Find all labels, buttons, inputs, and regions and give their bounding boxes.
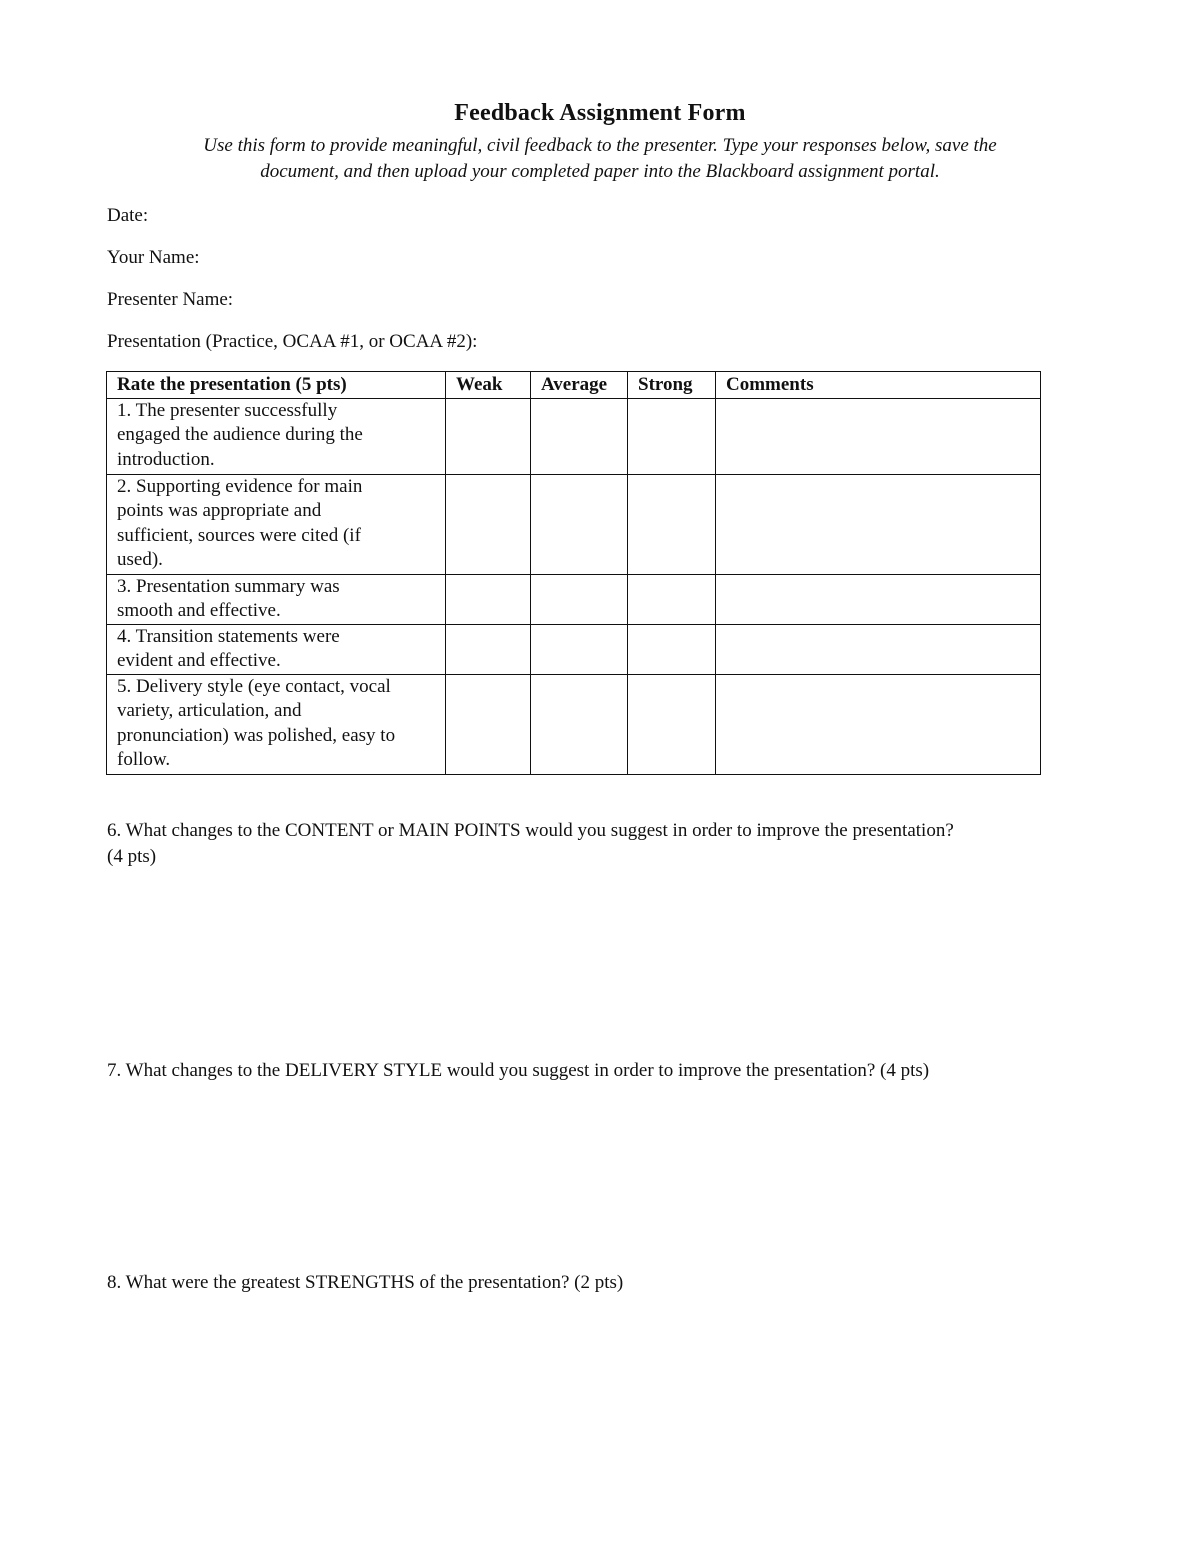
form-title: Feedback Assignment Form xyxy=(454,100,746,126)
comments-cell[interactable] xyxy=(716,398,1041,474)
rating-table-header-row xyxy=(107,372,1041,399)
presenter-name-field-label: Presenter Name: xyxy=(107,289,234,310)
table-row xyxy=(107,574,1041,624)
average-rating-cell[interactable] xyxy=(531,674,628,774)
average-rating-cell[interactable] xyxy=(531,398,628,474)
question-6-line-1: 6. What changes to the CONTENT or MAIN POINTS would you suggest in order to improve the presentation? xyxy=(107,820,954,841)
strong-rating-cell[interactable] xyxy=(628,624,716,674)
question-6 xyxy=(107,818,1087,870)
criterion-line: follow. xyxy=(117,749,171,770)
your-name-field-label: Your Name: xyxy=(107,247,200,268)
form-instructions xyxy=(130,133,1070,185)
question-8: 8. What were the greatest STRENGTHS of the presentation? (2 pts) xyxy=(107,1272,624,1293)
criterion-cell xyxy=(107,624,446,674)
criterion-line: points was appropriate and xyxy=(117,500,322,521)
rating-table xyxy=(106,371,1041,775)
weak-rating-cell[interactable] xyxy=(446,674,531,774)
instructions-line-1: Use this form to provide meaningful, civil feedback to the presenter. Type your responses below, save the xyxy=(203,135,997,156)
criterion-line: evident and effective. xyxy=(117,650,281,671)
criterion-line: introduction. xyxy=(117,448,215,470)
criterion-line: 3. Presentation summary was xyxy=(117,575,340,597)
weak-rating-cell[interactable] xyxy=(446,574,531,624)
strong-rating-cell[interactable] xyxy=(628,474,716,574)
table-row xyxy=(107,398,1041,474)
weak-rating-cell[interactable] xyxy=(446,624,531,674)
average-rating-cell[interactable] xyxy=(531,474,628,574)
comments-cell[interactable] xyxy=(716,574,1041,624)
criterion-line: used). xyxy=(117,549,163,570)
criterion-line: smooth and effective. xyxy=(117,600,281,621)
date-field-label: Date: xyxy=(107,205,149,226)
criterion-line: engaged the audience during the xyxy=(117,424,363,445)
comments-column-header: Comments xyxy=(716,372,1041,399)
criterion-line: 1. The presenter successfully xyxy=(117,399,338,421)
table-row xyxy=(107,474,1041,574)
criterion-line: variety, articulation, and xyxy=(117,700,302,721)
weak-rating-cell[interactable] xyxy=(446,398,531,474)
criterion-cell xyxy=(107,398,446,474)
criterion-line: pronunciation) was polished, easy to xyxy=(117,724,396,746)
question-7: 7. What changes to the DELIVERY STYLE would you suggest in order to improve the presentation? (4 pts) xyxy=(107,1060,930,1081)
average-rating-cell[interactable] xyxy=(531,574,628,624)
table-row xyxy=(107,674,1041,774)
criterion-line: 5. Delivery style (eye contact, vocal xyxy=(117,675,391,697)
strong-rating-cell[interactable] xyxy=(628,398,716,474)
criterion-line: 4. Transition statements were xyxy=(117,625,340,647)
criterion-cell xyxy=(107,674,446,774)
strong-rating-cell[interactable] xyxy=(628,674,716,774)
weak-column-header: Weak xyxy=(446,372,531,399)
strong-rating-cell[interactable] xyxy=(628,574,716,624)
comments-cell[interactable] xyxy=(716,474,1041,574)
average-rating-cell[interactable] xyxy=(531,624,628,674)
criterion-line: 2. Supporting evidence for main xyxy=(117,475,363,497)
comments-cell[interactable] xyxy=(716,674,1041,774)
criterion-cell xyxy=(107,474,446,574)
weak-rating-cell[interactable] xyxy=(446,474,531,574)
comments-cell[interactable] xyxy=(716,624,1041,674)
average-column-header: Average xyxy=(531,372,628,399)
strong-column-header: Strong xyxy=(628,372,716,399)
table-row xyxy=(107,624,1041,674)
criteria-column-header: Rate the presentation (5 pts) xyxy=(107,372,446,399)
criterion-line: sufficient, sources were cited (if xyxy=(117,524,361,546)
criterion-cell xyxy=(107,574,446,624)
instructions-line-2: document, and then upload your completed paper into the Blackboard assignment portal. xyxy=(260,161,940,182)
question-6-line-2: (4 pts) xyxy=(107,846,157,867)
presentation-field-label: Presentation (Practice, OCAA #1, or OCAA #2): xyxy=(107,331,478,352)
